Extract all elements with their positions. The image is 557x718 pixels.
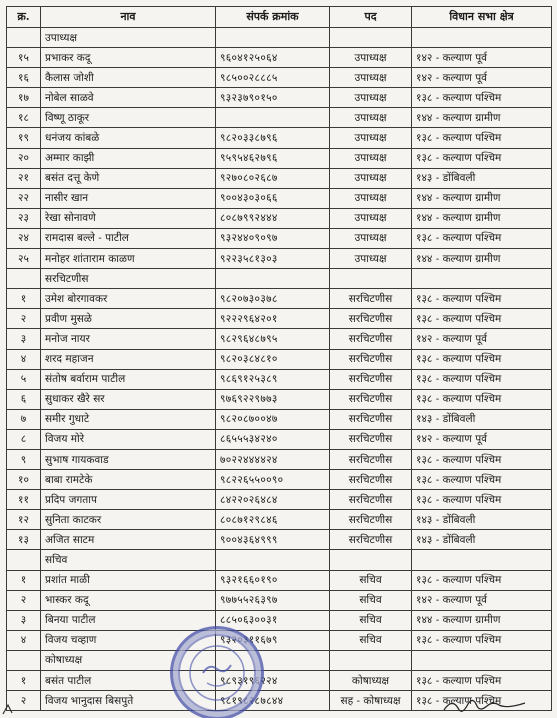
section-spacer <box>7 28 41 48</box>
contact-number: ९३२०३११६७९ <box>216 630 330 650</box>
member-name: प्रवीण मुसळे <box>41 309 216 329</box>
table-row <box>7 490 552 510</box>
contact-number: ९२७०८०२६८७ <box>216 168 330 188</box>
member-name: कैलास जोशी <box>41 68 216 88</box>
member-name: अजित साटम <box>41 530 216 550</box>
serial-number: २१ <box>7 168 41 188</box>
section-spacer <box>216 550 330 570</box>
post-title: सरचिटणीस <box>330 409 412 429</box>
serial-number: २२ <box>7 188 41 208</box>
post-title: सरचिटणीस <box>330 510 412 530</box>
serial-number: ३ <box>7 329 41 349</box>
post-title: कोषाध्यक्ष <box>330 671 412 691</box>
constituency: १३८ - कल्याण पश्चिम <box>412 148 552 168</box>
contact-number: ९८६९१२५३८९ <box>216 369 330 389</box>
member-name: बसंत पाटील <box>41 671 216 691</box>
serial-number: १६ <box>7 68 41 88</box>
constituency: १४३ - डोंबिवली <box>412 409 552 429</box>
contact-number: ९३२१६६०१९० <box>216 570 330 590</box>
post-title: उपाध्यक्ष <box>330 228 412 248</box>
table-row <box>7 228 552 248</box>
table-body <box>7 28 552 711</box>
contact-number: ९५९५४६२७९६ <box>216 148 330 168</box>
contact-number: ८६५५५३४२४० <box>216 429 330 449</box>
post-title: सरचिटणीस <box>330 389 412 409</box>
table-row <box>7 671 552 691</box>
post-title: सरचिटणीस <box>330 369 412 389</box>
member-name: समीर गुधाटे <box>41 409 216 429</box>
member-name: बिनया पाटील <box>41 610 216 630</box>
constituency: १४४ - कल्याण ग्रामीण <box>412 108 552 128</box>
header-constituency: विधान सभा क्षेत्र <box>412 7 552 28</box>
table-row <box>7 449 552 469</box>
constituency: १३८ - कल्याण पश्चिम <box>412 630 552 650</box>
post-title: सचिव <box>330 570 412 590</box>
section-header-row <box>7 550 552 570</box>
constituency: १४२ - कल्याण पूर्व <box>412 48 552 68</box>
table-row <box>7 691 552 711</box>
constituency: १४४ - कल्याण ग्रामीण <box>412 249 552 269</box>
section-spacer <box>412 550 552 570</box>
table-row <box>7 349 552 369</box>
office-bearers-table <box>6 6 552 711</box>
contact-number: ८०८७१२९८४६ <box>216 510 330 530</box>
member-name: सुभाष गायकवाड <box>41 449 216 469</box>
section-spacer <box>216 28 330 48</box>
post-title: उपाध्यक्ष <box>330 88 412 108</box>
serial-number: २० <box>7 148 41 168</box>
header-sr: क्र. <box>7 7 41 28</box>
serial-number: १५ <box>7 48 41 68</box>
table-row <box>7 289 552 309</box>
contact-number: ९३२३७९०१५० <box>216 88 330 108</box>
serial-number: १ <box>7 570 41 590</box>
table-row <box>7 309 552 329</box>
constituency: १४३ - डोंबिवली <box>412 168 552 188</box>
contact-number: ९२२२९६४२०१ <box>216 309 330 329</box>
table-row <box>7 208 552 228</box>
serial-number: २४ <box>7 228 41 248</box>
serial-number: १३ <box>7 530 41 550</box>
member-name: विष्णू ठाकूर <box>41 108 216 128</box>
table-row <box>7 510 552 530</box>
post-title: सरचिटणीस <box>330 490 412 510</box>
serial-number: २ <box>7 590 41 610</box>
contact-number: ९३२४४०९०९७ <box>216 228 330 248</box>
member-name: नोबेल साळवे <box>41 88 216 108</box>
contact-number <box>216 108 330 128</box>
post-title: सचिव <box>330 630 412 650</box>
section-spacer <box>330 269 412 289</box>
header-row <box>7 7 552 28</box>
serial-number: १८ <box>7 108 41 128</box>
section-header-row <box>7 28 552 48</box>
member-name: संतोष बर्वाराम पाटील <box>41 369 216 389</box>
section-spacer <box>330 28 412 48</box>
contact-number: ९००४३०३०६६ <box>216 188 330 208</box>
section-spacer <box>412 650 552 670</box>
table-row <box>7 630 552 650</box>
member-name: सुनिता काटकर <box>41 510 216 530</box>
constituency: १४२ - कल्याण पूर्व <box>412 590 552 610</box>
table-row <box>7 188 552 208</box>
table-row <box>7 168 552 188</box>
constituency: १३८ - कल्याण पश्चिम <box>412 389 552 409</box>
table-row <box>7 249 552 269</box>
table-row <box>7 429 552 449</box>
constituency: १४२ - कल्याण पूर्व <box>412 429 552 449</box>
post-title: सरचिटणीस <box>330 449 412 469</box>
member-name: विजय चव्हाण <box>41 630 216 650</box>
contact-number: ७०२२४४४४२४ <box>216 449 330 469</box>
constituency: १३८ - कल्याण पश्चिम <box>412 570 552 590</box>
contact-number: ९८२२६५५००९० <box>216 470 330 490</box>
member-name: विजय भानुदास बिसपुते <box>41 691 216 711</box>
member-name: शरद महाजन <box>41 349 216 369</box>
contact-number: ९२२३५८१३०३ <box>216 249 330 269</box>
post-title: सरचिटणीस <box>330 470 412 490</box>
section-spacer <box>7 550 41 570</box>
member-name: बाबा रामटेके <box>41 470 216 490</box>
member-name: धनंजय कांबळे <box>41 128 216 148</box>
post-title: उपाध्यक्ष <box>330 108 412 128</box>
member-name: मनोज नायर <box>41 329 216 349</box>
table-row <box>7 88 552 108</box>
section-spacer <box>330 650 412 670</box>
constituency: १३८ - कल्याण पश्चिम <box>412 128 552 148</box>
post-title: सरचिटणीस <box>330 289 412 309</box>
contact-number: ९६०४१२५०६४ <box>216 48 330 68</box>
serial-number: ३ <box>7 610 41 630</box>
section-title: सचिव <box>41 550 216 570</box>
post-title: उपाध्यक्ष <box>330 188 412 208</box>
serial-number: २३ <box>7 208 41 228</box>
serial-number: ६ <box>7 389 41 409</box>
constituency: १३८ - कल्याण पश्चिम <box>412 228 552 248</box>
table-row <box>7 409 552 429</box>
post-title: उपाध्यक्ष <box>330 128 412 148</box>
contact-number: ९००४३६४९९९ <box>216 530 330 550</box>
section-spacer <box>7 269 41 289</box>
constituency: १४३ - डोंबिवली <box>412 530 552 550</box>
member-name: भास्कर कदू <box>41 590 216 610</box>
contact-number: ९८२९६४८७९५ <box>216 329 330 349</box>
post-title: सरचिटणीस <box>330 329 412 349</box>
table-row <box>7 369 552 389</box>
member-name: सुधाकर खैरे सर <box>41 389 216 409</box>
serial-number: २५ <box>7 249 41 269</box>
contact-number: ९८२०७३०३७८ <box>216 289 330 309</box>
member-name: उमेश बोरगावकर <box>41 289 216 309</box>
section-spacer <box>216 269 330 289</box>
member-name: प्रभाकर कदू <box>41 48 216 68</box>
member-name: अम्मार काझी <box>41 148 216 168</box>
table-row <box>7 329 552 349</box>
member-name: विजय मोरे <box>41 429 216 449</box>
serial-number: ११ <box>7 490 41 510</box>
contact-number: ९८९३१९६२२४ <box>216 671 330 691</box>
section-spacer <box>216 650 330 670</box>
serial-number: ७ <box>7 409 41 429</box>
post-title: सरचिटणीस <box>330 349 412 369</box>
table-row <box>7 570 552 590</box>
section-header-row <box>7 269 552 289</box>
constituency: १३८ - कल्याण पश्चिम <box>412 490 552 510</box>
post-title: सचिव <box>330 590 412 610</box>
post-title: सचिव <box>330 610 412 630</box>
member-name: प्रदिप जगताप <box>41 490 216 510</box>
constituency: १४४ - कल्याण ग्रामीण <box>412 208 552 228</box>
table-row <box>7 108 552 128</box>
contact-number: ९८२०३८४८१० <box>216 349 330 369</box>
contact-number: ९८१९८२८७८४४ <box>216 691 330 711</box>
constituency: १४४ - कल्याण ग्रामीण <box>412 610 552 630</box>
post-title: उपाध्यक्ष <box>330 148 412 168</box>
section-title: उपाध्यक्ष <box>41 28 216 48</box>
table-row <box>7 590 552 610</box>
post-title: सरचिटणीस <box>330 429 412 449</box>
constituency: १४२ - कल्याण पूर्व <box>412 329 552 349</box>
section-spacer <box>412 269 552 289</box>
constituency: १३८ - कल्याण पश्चिम <box>412 470 552 490</box>
section-title: कोषाध्यक्ष <box>41 650 216 670</box>
member-name: रामदास बल्ले - पाटील <box>41 228 216 248</box>
table-row <box>7 148 552 168</box>
serial-number: ९ <box>7 449 41 469</box>
section-spacer <box>7 650 41 670</box>
header-post: पद <box>330 7 412 28</box>
serial-number: १ <box>7 671 41 691</box>
serial-number: १० <box>7 470 41 490</box>
serial-number: २ <box>7 691 41 711</box>
header-name: नाव <box>41 7 216 28</box>
section-spacer <box>330 550 412 570</box>
header-phone: संपर्क क्रमांक <box>216 7 330 28</box>
table-row <box>7 389 552 409</box>
contact-number: ८८५०६३००३१ <box>216 610 330 630</box>
post-title: उपाध्यक्ष <box>330 168 412 188</box>
contact-number: ९८२०८७००४७ <box>216 409 330 429</box>
serial-number: १२ <box>7 510 41 530</box>
table-row <box>7 530 552 550</box>
contact-number: ८४२२०२६४८४ <box>216 490 330 510</box>
constituency: १३८ - कल्याण पश्चिम <box>412 88 552 108</box>
member-name: बसंत दत्तू केणे <box>41 168 216 188</box>
table-row <box>7 48 552 68</box>
post-title: उपाध्यक्ष <box>330 208 412 228</box>
constituency: १३८ - कल्याण पश्चिम <box>412 449 552 469</box>
constituency: १३८ - कल्याण पश्चिम <box>412 671 552 691</box>
constituency: १३८ - कल्याण पश्चिम <box>412 349 552 369</box>
contact-number: ९७६९२२९७७३ <box>216 389 330 409</box>
section-spacer <box>412 28 552 48</box>
member-name: रेखा सोनावणे <box>41 208 216 228</box>
post-title: उपाध्यक्ष <box>330 48 412 68</box>
post-title: सरचिटणीस <box>330 530 412 550</box>
contact-number: ९७७५५२६३९७ <box>216 590 330 610</box>
serial-number: ४ <box>7 349 41 369</box>
contact-number: ८०८७९९२४४४ <box>216 208 330 228</box>
table-row <box>7 68 552 88</box>
serial-number: २ <box>7 309 41 329</box>
section-header-row <box>7 650 552 670</box>
section-title: सरचिटणीस <box>41 269 216 289</box>
constituency: १४२ - कल्याण पूर्व <box>412 68 552 88</box>
contact-number: ९८५००२८८८५ <box>216 68 330 88</box>
constituency: १३८ - कल्याण पश्चिम <box>412 309 552 329</box>
serial-number: १७ <box>7 88 41 108</box>
constituency: १३८ - कल्याण पश्चिम <box>412 691 552 711</box>
post-title: सरचिटणीस <box>330 309 412 329</box>
table-row <box>7 128 552 148</box>
post-title: सह - कोषाध्यक्ष <box>330 691 412 711</box>
post-title: उपाध्यक्ष <box>330 68 412 88</box>
constituency: १३८ - कल्याण पश्चिम <box>412 369 552 389</box>
serial-number: १ <box>7 289 41 309</box>
constituency: १४४ - कल्याण ग्रामीण <box>412 188 552 208</box>
constituency: १४३ - डोंबिवली <box>412 510 552 530</box>
post-title: उपाध्यक्ष <box>330 249 412 269</box>
serial-number: ५ <box>7 369 41 389</box>
member-name: मनोहर शांताराम काळण <box>41 249 216 269</box>
serial-number: ४ <box>7 630 41 650</box>
constituency: १३८ - कल्याण पश्चिम <box>412 289 552 309</box>
member-name: नासीर खान <box>41 188 216 208</box>
member-name: प्रशांत माळी <box>41 570 216 590</box>
table-row <box>7 470 552 490</box>
serial-number: १९ <box>7 128 41 148</box>
contact-number: ९८२०३३८७९६ <box>216 128 330 148</box>
table-row <box>7 610 552 630</box>
serial-number: ८ <box>7 429 41 449</box>
